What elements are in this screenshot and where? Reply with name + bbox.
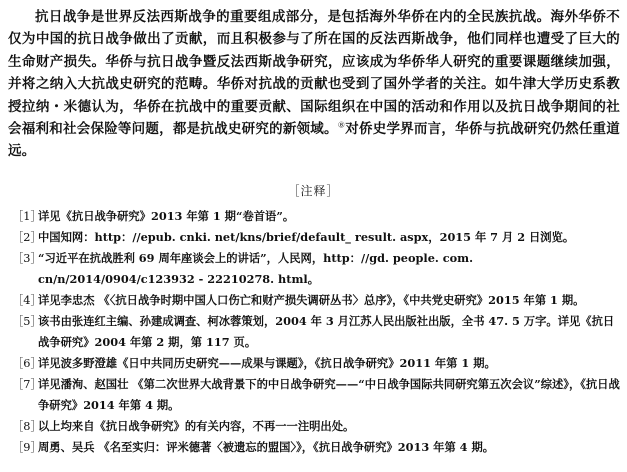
note-text: 中国知网：http：//epub. cnki. net/kns/brief/default_ result. aspx，2015 年 7 月 2 日浏览。 [38, 230, 575, 244]
note-item-9 [12, 437, 620, 458]
note-text: “习近平在抗战胜利 69 周年座谈会上的讲话”，人民网，http：//gd. people. com. cn/n/2014/0904/c123932 - 22210278. html。 [38, 251, 474, 286]
note-text: 详见李忠杰 《〈抗日战争时期中国人口伤亡和财产损失调研丛书〉总序》，《中共党史研究》2015 年第 1 期。 [38, 293, 585, 307]
note-number: ［1］ [12, 210, 42, 223]
note-number: ［8］ [12, 420, 42, 433]
note-text: 周勇、吴兵 《名至实归：评米德著〈被遗忘的盟国〉》，《抗日战争研究》2013 年第 4 期。 [38, 440, 495, 454]
body-paragraph-tail: 对侨史学界而言，华侨与抗战研究仍然任重道远。 [8, 121, 621, 160]
note-number: ［4］ [12, 294, 42, 307]
note-text: 详见《抗日战争研究》2013 年第 1 期“卷首语”。 [38, 209, 295, 223]
note-item-6 [12, 353, 620, 374]
footnote-ref-marker[interactable]: ⑧ [337, 120, 346, 130]
note-text: 详见潘洵、赵国壮 《第二次世界大战背景下的中日战争研究——“中日战争国际共同研究第五次会议”综述》，《抗日战争研究》2014 年第 4 期。 [38, 377, 620, 412]
note-text: 详见波多野澄雄《日中共同历史研究——成果与课题》，《抗日战争研究》2011 年第 1 期。 [38, 356, 496, 370]
note-number: ［7］ [12, 378, 42, 391]
note-text: 该书由张连红主编、孙建成调查、柯冰蓉策划，2004 年 3 月江苏人民出版社出版，全书 47. 5 万字。详见《抗日战争研究》2004 年第 2 期，第 117 页。 [38, 314, 615, 349]
note-text: 以上均来自《抗日战争研究》的有关内容，不再一一注明出处。 [38, 419, 355, 433]
note-number: ［9］ [12, 441, 42, 454]
note-number: ［6］ [12, 357, 42, 370]
body-paragraph-text: 抗日战争是世界反法西斯战争的重要组成部分，是包括海外华侨在内的全民族抗战。海外华侨不仅为中国的抗日战争做出了贡献，而且积极参与了所在国的反法西斯战争，他们同样也遭受了巨大的生命财产损失。华侨与抗日战争暨反法西斯战争研究，应该成为华侨华人研究的重要课题继续加强，并将之纳入大抗战史研究的范畴。华侨对抗战的贡献也受到了国外学者的关注。如牛津大学历史系教授拉纳・米德认为，华侨在抗战中的重要贡献、国际组织在中国的活动和作用以及抗日战争期间的社会福利和社会保险等问题，都是抗战史研究的新领域。 [8, 9, 620, 138]
note-number: ［3］ [12, 252, 42, 265]
note-item-5 [12, 311, 620, 353]
note-item-8 [12, 416, 620, 437]
body-paragraph [8, 6, 620, 163]
notes-title: ［注释］ [287, 184, 340, 198]
note-item-4 [12, 290, 620, 311]
notes-list [12, 206, 620, 458]
note-item-7 [12, 374, 620, 416]
note-number: ［5］ [12, 315, 42, 328]
note-item-1 [12, 206, 620, 227]
note-item-2 [12, 227, 620, 248]
note-item-3 [12, 248, 620, 290]
note-number: ［2］ [12, 231, 42, 244]
